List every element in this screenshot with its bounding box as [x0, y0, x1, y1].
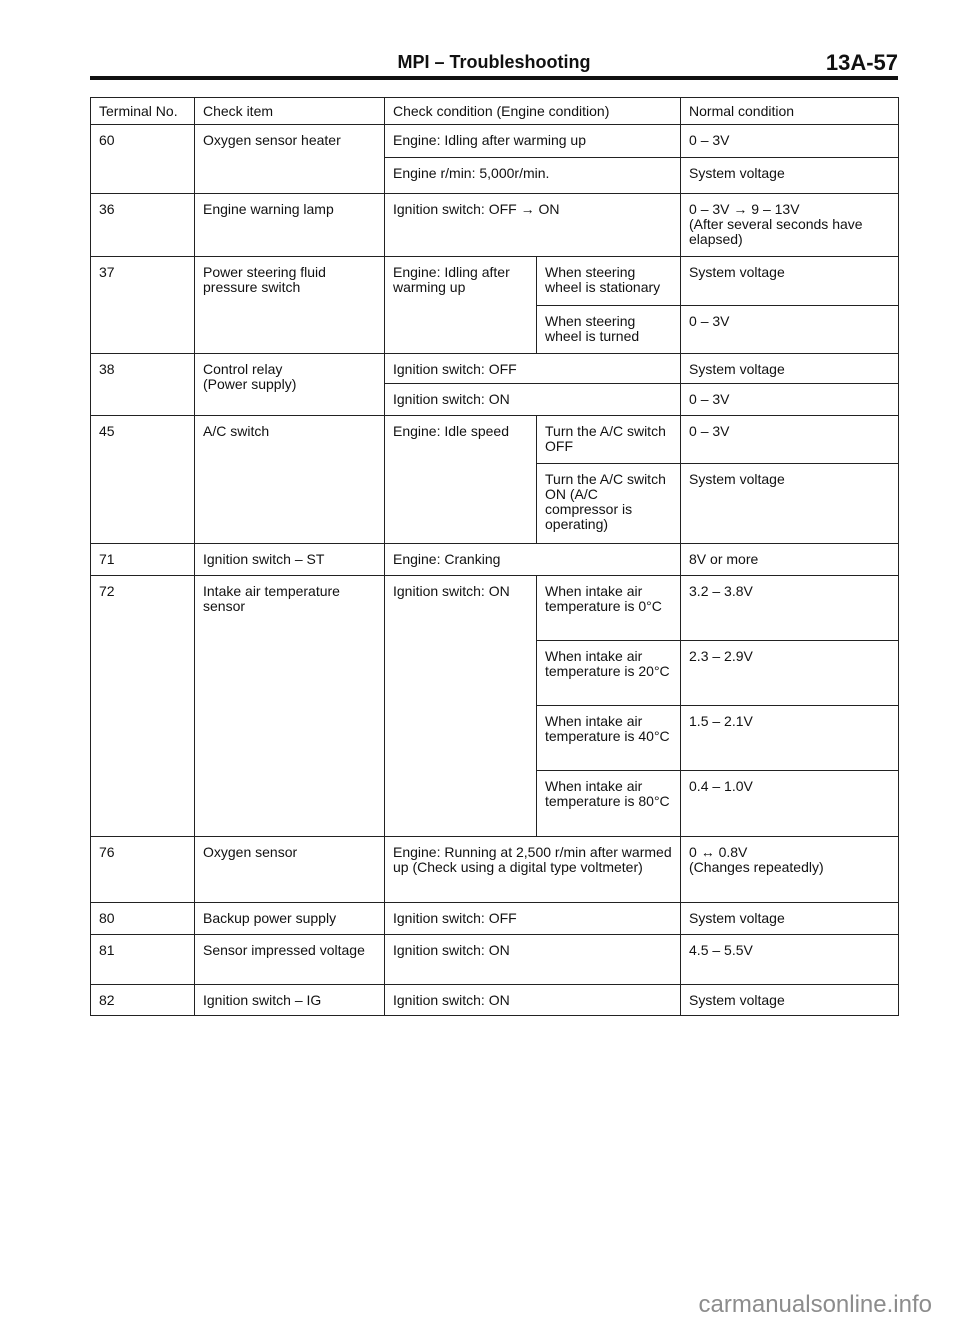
terminal-number: 45: [91, 416, 195, 544]
column-header: Check item: [195, 98, 385, 125]
check-condition: Ignition switch: OFF → ON: [385, 194, 681, 257]
column-header: Normal condition: [681, 98, 899, 125]
normal-condition: 0.4 – 1.0V: [681, 771, 899, 837]
column-header: Terminal No.: [91, 98, 195, 125]
check-item: Intake air temperature sensor: [195, 576, 385, 837]
table-header-row: [91, 98, 899, 125]
check-item: Ignition switch – ST: [195, 544, 385, 576]
normal-condition: 0 – 3V → 9 – 13V (After several seconds have elapsed): [681, 194, 899, 257]
terminal-number: 36: [91, 194, 195, 257]
sub-condition: Turn the A/C switch OFF: [537, 416, 681, 464]
check-condition: Ignition switch: OFF: [385, 354, 681, 384]
header-rule: [90, 76, 898, 80]
check-condition: Ignition switch: OFF: [385, 903, 681, 935]
terminal-number: 80: [91, 903, 195, 935]
terminal-number: 76: [91, 837, 195, 903]
terminal-number: 72: [91, 576, 195, 837]
normal-condition: 0 – 3V: [681, 384, 899, 416]
check-item: Power steering fluid pressure switch: [195, 257, 385, 354]
check-item: Oxygen sensor: [195, 837, 385, 903]
normal-condition: System voltage: [681, 903, 899, 935]
normal-condition: 8V or more: [681, 544, 899, 576]
normal-condition: 2.3 – 2.9V: [681, 641, 899, 706]
normal-condition: System voltage: [681, 464, 899, 544]
table-row: [91, 985, 899, 1016]
page-number: 13A-57: [825, 50, 898, 75]
terminal-number: 81: [91, 935, 195, 985]
check-condition: Engine r/min: 5,000r/min.: [385, 158, 681, 194]
check-item: A/C switch: [195, 416, 385, 544]
check-item: Backup power supply: [195, 903, 385, 935]
normal-condition: System voltage: [681, 158, 899, 194]
terminal-number: 82: [91, 985, 195, 1016]
page-header: [90, 50, 898, 76]
check-condition: Engine: Idling after warming up: [385, 257, 537, 354]
table-row: [91, 837, 899, 903]
check-item: Sensor impressed voltage: [195, 935, 385, 985]
check-condition: Ignition switch: ON: [385, 935, 681, 985]
check-item: Oxygen sensor heater: [195, 125, 385, 194]
table-row: [91, 544, 899, 576]
sub-condition: When intake air temperature is 20°C: [537, 641, 681, 706]
table-row: [91, 257, 899, 306]
check-condition: Engine: Idle speed: [385, 416, 537, 544]
terminal-number: 60: [91, 125, 195, 194]
terminal-number: 37: [91, 257, 195, 354]
table-row: [91, 903, 899, 935]
table-row: [91, 416, 899, 464]
terminal-number: 38: [91, 354, 195, 416]
sub-condition: When intake air temperature is 40°C: [537, 706, 681, 771]
sub-condition: Turn the A/C switch ON (A/C compressor is operating): [537, 464, 681, 544]
table-row: [91, 354, 899, 384]
terminal-number: 71: [91, 544, 195, 576]
check-item: Ignition switch – IG: [195, 985, 385, 1016]
normal-condition: 1.5 – 2.1V: [681, 706, 899, 771]
normal-condition: 3.2 – 3.8V: [681, 576, 899, 641]
normal-condition: 0 ↔ 0.8V (Changes repeatedly): [681, 837, 899, 903]
check-condition: Engine: Cranking: [385, 544, 681, 576]
check-condition: Ignition switch: ON: [385, 576, 537, 837]
check-item: Engine warning lamp: [195, 194, 385, 257]
sub-condition: When intake air temperature is 0°C: [537, 576, 681, 641]
table-row: [91, 125, 899, 158]
normal-condition: System voltage: [681, 985, 899, 1016]
table-row: [91, 576, 899, 641]
normal-condition: System voltage: [681, 257, 899, 306]
site-watermark: carmanualsonline.info: [698, 1291, 932, 1318]
normal-condition: 4.5 – 5.5V: [681, 935, 899, 985]
check-condition: Engine: Idling after warming up: [385, 125, 681, 158]
sub-condition: When steering wheel is stationary: [537, 257, 681, 306]
normal-condition: System voltage: [681, 354, 899, 384]
check-condition: Ignition switch: ON: [385, 384, 681, 416]
terminal-check-table: [90, 97, 899, 1016]
table-row: [91, 935, 899, 985]
section-title: MPI – Troubleshooting: [397, 52, 591, 72]
normal-condition: 0 – 3V: [681, 125, 899, 158]
normal-condition: 0 – 3V: [681, 416, 899, 464]
column-header: Check condition (Engine condition): [385, 98, 681, 125]
sub-condition: When intake air temperature is 80°C: [537, 771, 681, 837]
table-row: [91, 194, 899, 257]
check-item: Control relay (Power supply): [195, 354, 385, 416]
sub-condition: When steering wheel is turned: [537, 306, 681, 354]
normal-condition: 0 – 3V: [681, 306, 899, 354]
check-condition: Engine: Running at 2,500 r/min after warmed up (Check using a digital type voltmeter): [385, 837, 681, 903]
check-condition: Ignition switch: ON: [385, 985, 681, 1016]
